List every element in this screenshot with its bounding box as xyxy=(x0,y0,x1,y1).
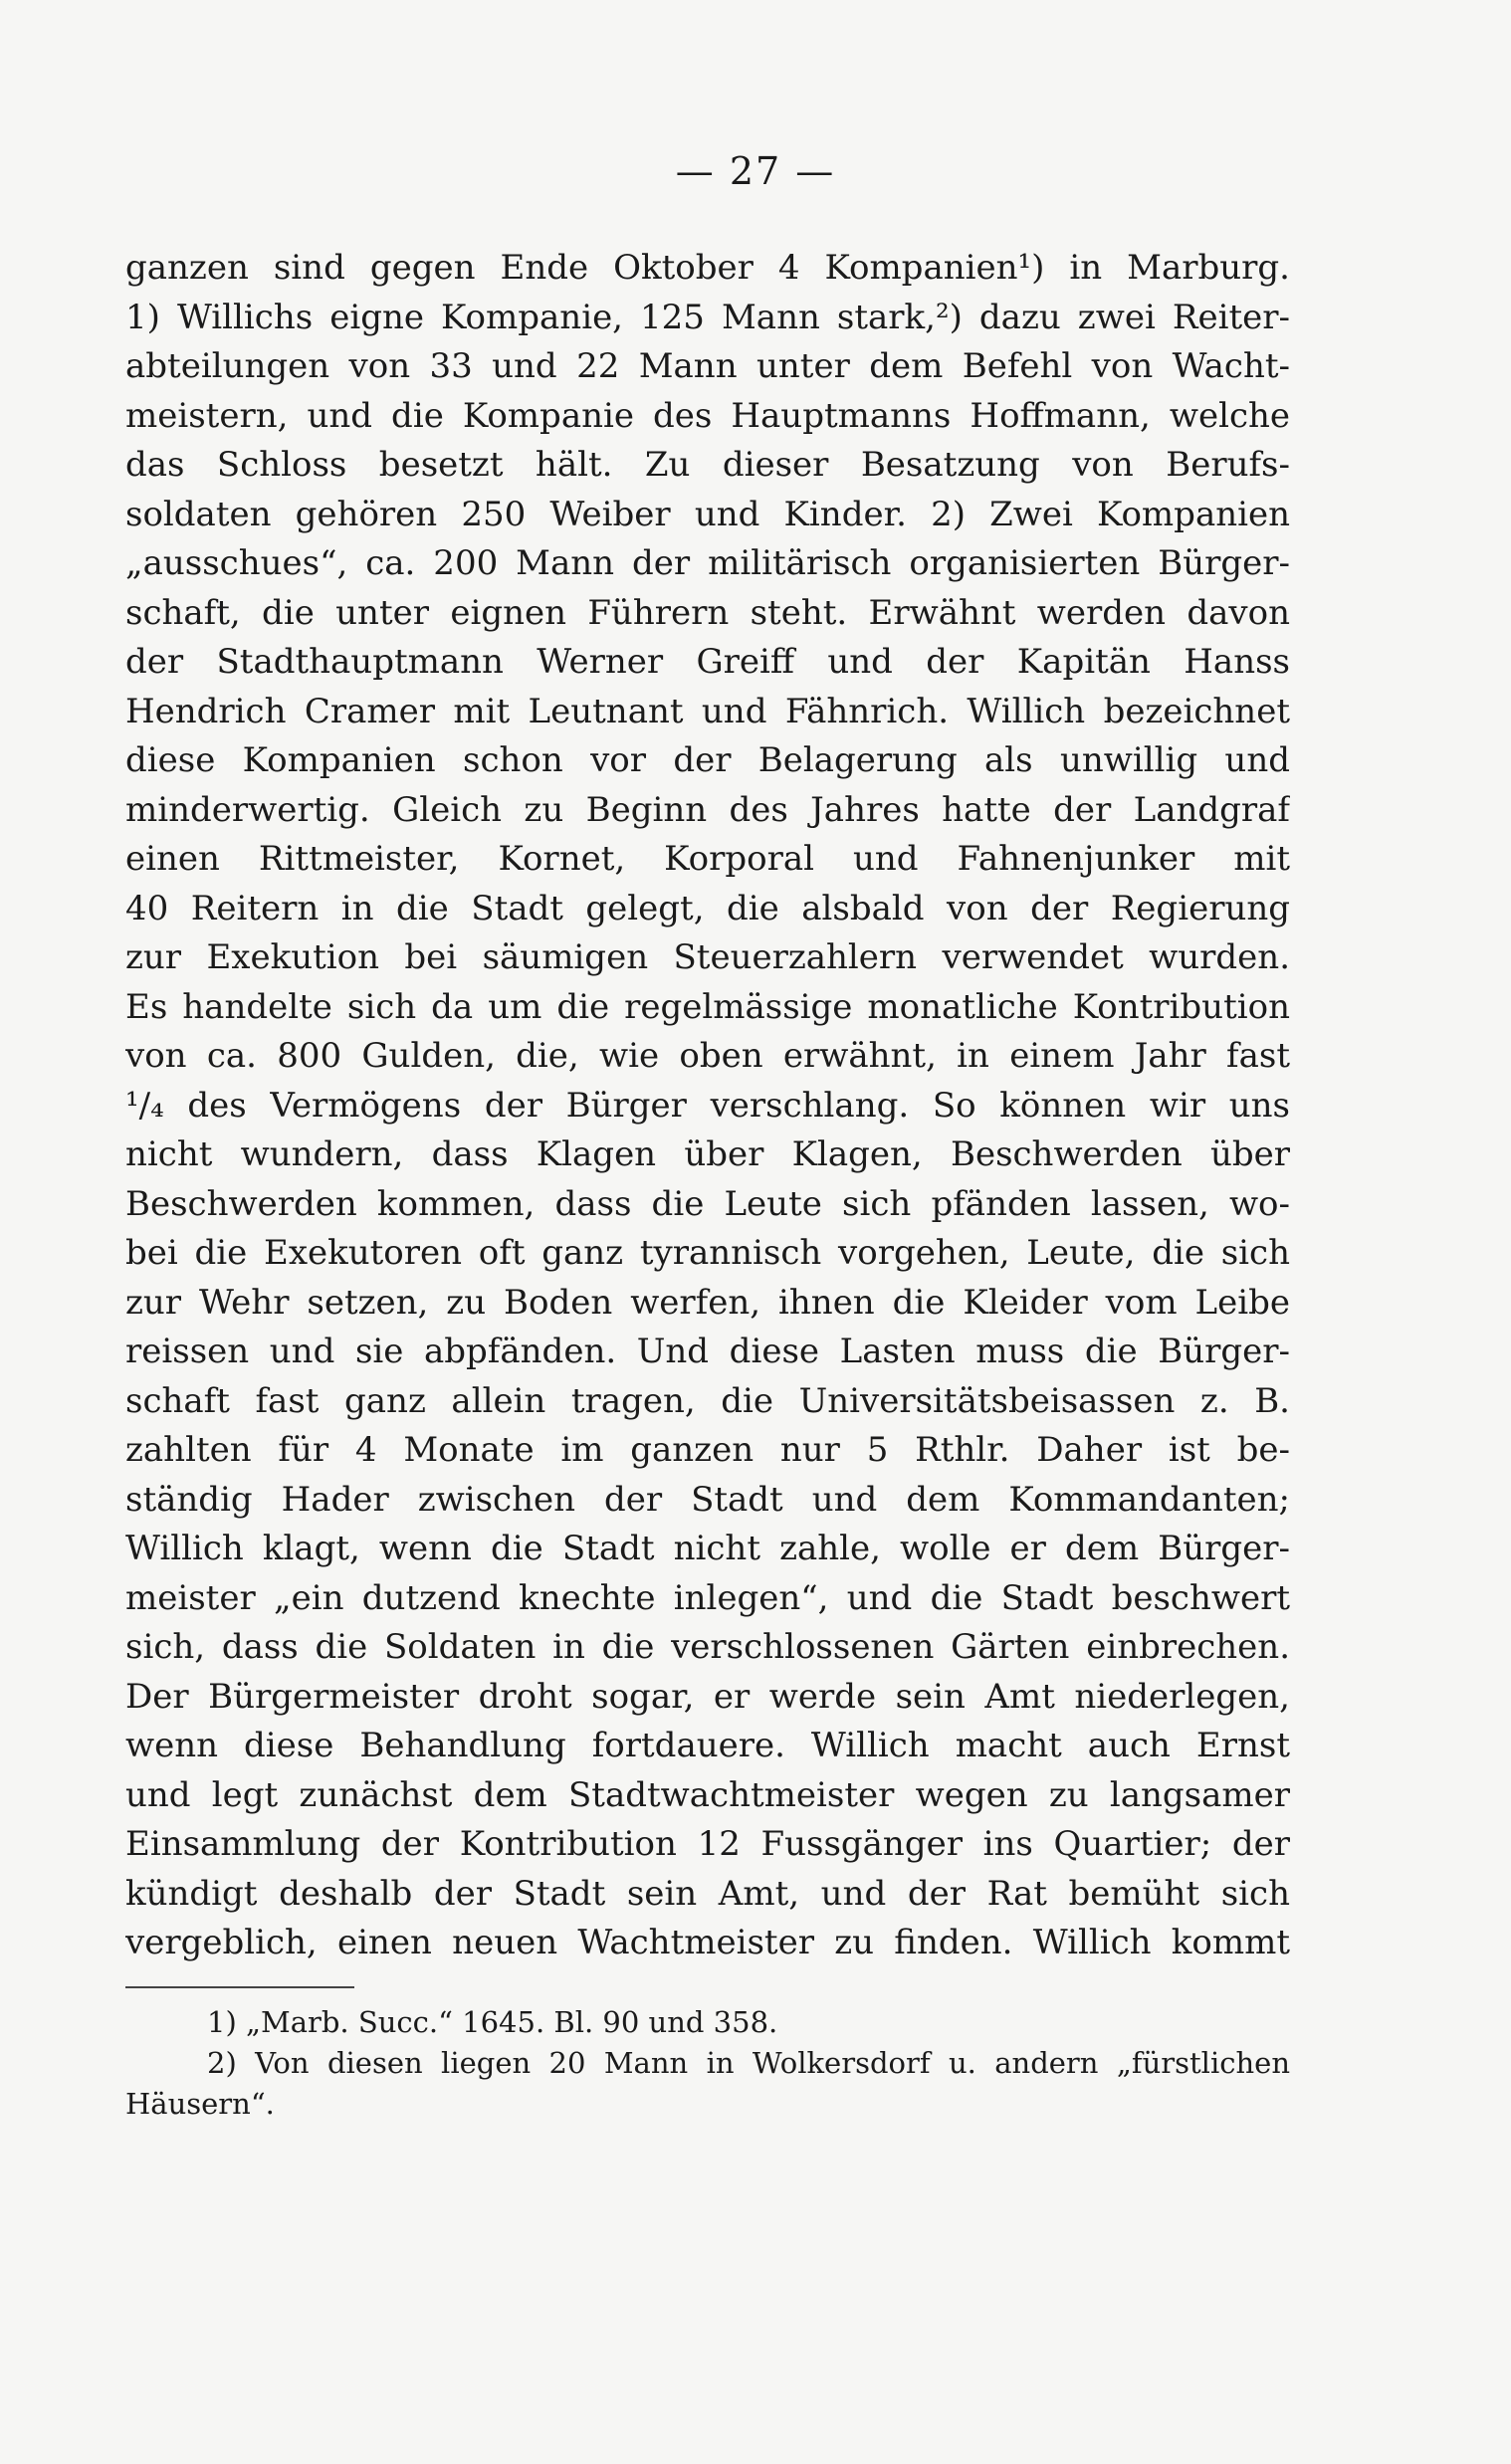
text-line: Einsammlung der Kontribution 12 Fussgänger ins Quartier; der xyxy=(125,1824,1290,1864)
text-line: schaft fast ganz allein tragen, die Universitätsbeisassen z. B. xyxy=(125,1380,1290,1421)
text-line: vergeblich, einen neuen Wachtmeister zu finden. Willich kommt xyxy=(125,1923,1290,1962)
text-line: das Schloss besetzt hält. Zu dieser Besatzung von Berufs- xyxy=(125,445,1290,485)
footnote-1: 1) „Marb. Succ.“ 1645. Bl. 90 und 358. xyxy=(207,2005,778,2039)
text-line: ganzen sind gegen Ende Oktober 4 Kompanien¹) in Marburg. xyxy=(125,248,1290,288)
body-text xyxy=(125,244,1290,1968)
footnotes xyxy=(125,2002,1290,2125)
text-line: Willich klagt, wenn die Stadt nicht zahle, wolle er dem Bürger- xyxy=(125,1529,1290,1568)
footnote-2-continuation: Häusern“. xyxy=(125,2087,275,2121)
text-line: Es handelte sich da um die regelmässige monatliche Kontribution xyxy=(125,986,1290,1027)
text-line: „ausschues“, ca. 200 Mann der militärisch organisierten Bürger- xyxy=(125,543,1290,583)
text-line: meistern, und die Kompanie des Hauptmanns Hoffmann, welche xyxy=(125,395,1290,436)
text-line: zur Exekution bei säumigen Steuerzahlern verwendet wurden. xyxy=(125,937,1290,977)
text-line: wenn diese Behandlung fortdauere. Willich macht auch Ernst xyxy=(125,1726,1290,1765)
text-line: reissen und sie abpfänden. Und diese Lasten muss die Bürger- xyxy=(125,1332,1290,1371)
text-line: sich, dass die Soldaten in die verschlossenen Gärten einbrechen. xyxy=(125,1627,1290,1667)
text-line: Der Bürgermeister droht sogar, er werde sein Amt niederlegen, xyxy=(125,1676,1290,1717)
text-line: ¹/₄ des Vermögens der Bürger verschlang. So können wir uns xyxy=(125,1085,1290,1126)
text-line: schaft, die unter eignen Führern steht. Erwähnt werden davon xyxy=(125,592,1290,633)
text-line: bei die Exekutoren oft ganz tyrannisch vorgehen, Leute, die sich xyxy=(125,1233,1290,1273)
text-line: abteilungen von 33 und 22 Mann unter dem Befehl von Wacht- xyxy=(125,346,1290,386)
footnote-separator xyxy=(125,1986,354,1988)
text-line: ständig Hader zwischen der Stadt und dem Kommandanten; xyxy=(125,1479,1290,1520)
text-line: diese Kompanien schon vor der Belagerung als unwillig und xyxy=(125,740,1290,780)
text-line: Hendrich Cramer mit Leutnant und Fähnrich. Willich bezeichnet xyxy=(125,691,1290,731)
text-line: einen Rittmeister, Kornet, Korporal und Fahnenjunker mit xyxy=(125,839,1290,879)
text-line: soldaten gehören 250 Weiber und Kinder. 2) Zwei Kompanien xyxy=(125,494,1290,534)
text-line: kündigt deshalb der Stadt sein Amt, und der Rat bemüht sich xyxy=(125,1873,1290,1914)
footnote-2: 2) Von diesen liegen 20 Mann in Wolkersdorf u. andern „fürstlichen xyxy=(207,2046,1290,2080)
text-line: 40 Reitern in die Stadt gelegt, die alsbald von der Regierung xyxy=(125,888,1290,928)
text-line: und legt zunächst dem Stadtwachtmeister wegen zu langsamer xyxy=(125,1774,1290,1815)
page-number: — 27 — xyxy=(675,149,836,193)
text-line: nicht wundern, dass Klagen über Klagen, Beschwerden über xyxy=(125,1134,1290,1174)
text-line: minderwertig. Gleich zu Beginn des Jahres hatte der Landgraf xyxy=(125,789,1290,830)
text-line: meister „ein dutzend knechte inlegen“, und die Stadt beschwert xyxy=(125,1577,1290,1618)
text-line: der Stadthauptmann Werner Greiff und der Kapitän Hanss xyxy=(125,642,1290,682)
text-line: von ca. 800 Gulden, die, wie oben erwähnt, in einem Jahr fast xyxy=(125,1036,1290,1076)
text-line: 1) Willichs eigne Kompanie, 125 Mann stark,²) dazu zwei Reiter- xyxy=(125,297,1290,337)
text-line: zur Wehr setzen, zu Boden werfen, ihnen die Kleider vom Leibe xyxy=(125,1282,1290,1323)
text-line: zahlten für 4 Monate im ganzen nur 5 Rthlr. Daher ist be- xyxy=(125,1430,1290,1470)
text-line: Beschwerden kommen, dass die Leute sich pfänden lassen, wo- xyxy=(125,1183,1290,1224)
